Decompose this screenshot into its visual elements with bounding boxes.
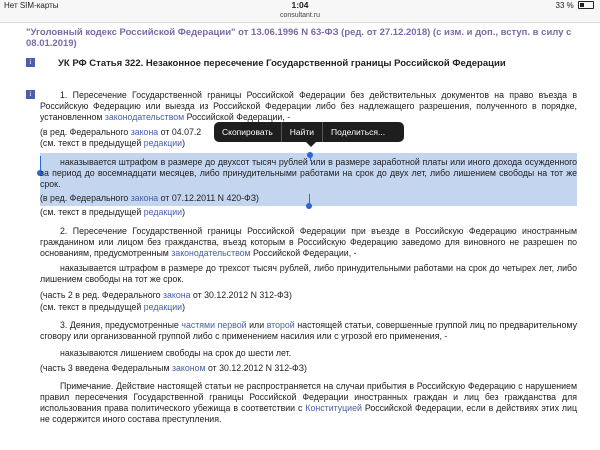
carrier-label: Нет SIM-карты xyxy=(4,1,59,10)
share-button[interactable]: Поделиться... xyxy=(331,127,386,137)
edition-link[interactable]: редакции xyxy=(143,207,183,217)
previous-edition-note: (см. текст в предыдущей редакции) xyxy=(40,207,186,217)
edition-link[interactable]: редакции xyxy=(143,302,183,312)
battery-icon xyxy=(578,1,594,9)
amendment-note: (часть 3 введена Федеральным законом от 30.12.2012 N 312-ФЗ) xyxy=(40,363,307,373)
document-title-link[interactable]: "Уголовный кодекс Российской Федерации" от 13.06.1996 N 63-ФЗ (ред. от 27.12.2018) (с изм. и доп., вступ. в силу с 08.01.2019) xyxy=(26,27,572,49)
edition-link[interactable]: редакции xyxy=(143,138,183,148)
paragraph-3: 3. Деяния, предусмотренные частями первой или второй настоящей статьи, совершенные группой лиц по предварительному сговору или организованной группой либо с применением насилия или с угрозой его применения, - xyxy=(40,320,577,341)
amendment-note: (часть 2 в ред. Федерального закона от 30.12.2012 N 312-ФЗ) xyxy=(40,290,292,300)
law-link[interactable]: законом xyxy=(171,363,206,373)
legislation-link[interactable]: законодательством xyxy=(104,112,185,122)
selection-end-handle[interactable] xyxy=(306,203,312,209)
copy-button[interactable]: Скопировать xyxy=(222,127,273,137)
previous-edition-note: (см. текст в предыдущей редакции) xyxy=(40,302,186,312)
clock: 1:04 xyxy=(291,0,309,10)
part-two-link[interactable]: второй xyxy=(266,320,295,330)
context-menu xyxy=(214,122,404,142)
article-note: Примечание. Действие настоящей статьи не распространяется на случаи прибытия в Российскую Федерацию с нарушением правил пересечения Государственной границы Российской Федерации иностранных граждан и лиц без гражданства для использования права политического убежища в соответствии с Конституцией Российской Федерации, если в действиях этих лиц не содержится иного состава преступления. xyxy=(40,381,577,424)
paragraph-3-penalty: наказываются лишением свободы на срок до шести лет. xyxy=(60,348,292,358)
battery-percent: 33 % xyxy=(555,1,574,10)
previous-edition-note: (см. текст в предыдущей редакции) xyxy=(40,138,186,148)
status-bar xyxy=(0,0,600,12)
battery-indicator xyxy=(556,1,594,10)
paragraph-2-penalty: наказывается штрафом в размере до трехсот тысяч рублей, либо принудительными работами на срок до четырех лет, либо лишением свободы на тот же срок. xyxy=(40,263,577,284)
paragraph-2: 2. Пересечение Государственной границы Российской Федерации при въезде в Российскую Федерацию иностранным гражданином или лицом без гражданства, въезд которым в Российскую Федерацию заведомо для виновного не разрешен по основаниям, предусмотренным законодательством Российской Федерации, - xyxy=(40,226,577,258)
law-link[interactable]: закона xyxy=(162,290,191,300)
paragraph-1: 1. Пересечение Государственной границы Российской Федерации без действительных документов на право въезда в Российскую Федерацию или выезда из Российской Федерации либо без надлежащего разрешения, полученного в порядке, установленном законодательством Российской Федерации, - xyxy=(40,90,577,122)
legislation-link[interactable]: законодательством xyxy=(171,248,251,258)
address-bar[interactable] xyxy=(0,12,600,23)
info-icon[interactable]: i xyxy=(26,90,35,99)
info-icon[interactable]: i xyxy=(26,58,35,67)
part-one-link[interactable]: частями первой xyxy=(181,320,247,330)
context-menu-arrow xyxy=(306,142,316,147)
law-link[interactable]: закона xyxy=(130,193,159,203)
amendment-note: (в ред. Федерального закона от 07.12.2011 N 420-ФЗ) xyxy=(40,193,259,203)
amendment-note: (в ред. Федерального закона от 04.07.2 xyxy=(40,127,202,137)
constitution-link[interactable]: Конституцией xyxy=(305,403,362,413)
paragraph-1-penalty: наказывается штрафом в размере до двухсот тысяч рублей или в размере заработной платы или иного дохода осужденного за период до восемнадцати месяцев, либо принудительными работами на срок до двух лет, либо лишением свободы на тот же срок. xyxy=(40,157,577,189)
article-heading: УК РФ Статья 322. Незаконное пересечение Государственной границы Российской Федерации xyxy=(58,58,506,69)
find-button[interactable]: Найти xyxy=(289,127,315,137)
url-text: consultant.ru xyxy=(279,12,321,19)
law-link[interactable]: закона xyxy=(130,127,159,137)
